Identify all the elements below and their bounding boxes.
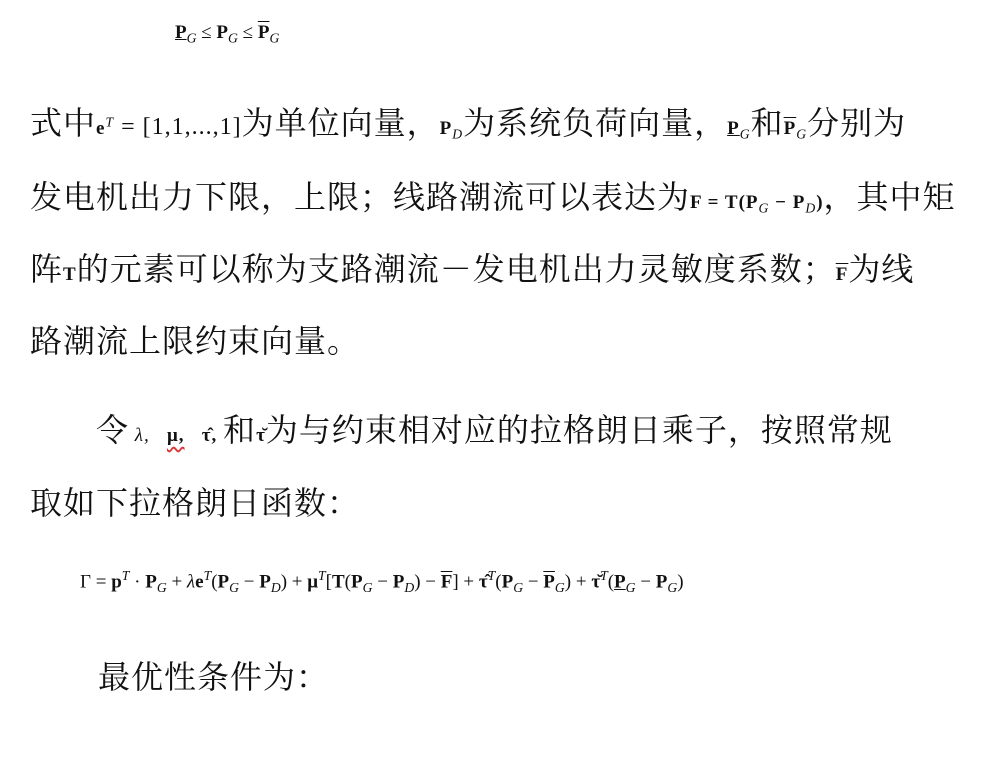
paragraph-1-line-1: 式中$e^T = [1,1,...,1]$为单位向量，$P_D$为系统负荷向量，$P_G$和$\overline{P}_G$分别为 — [30, 104, 907, 142]
paragraph-1-line-4: 路潮流上限约束向量。 — [30, 322, 361, 360]
optimality-heading: 最优性条件为： — [98, 658, 330, 696]
paragraph-2-line-2: 取如下拉格朗日函数： — [30, 484, 361, 522]
paragraph-1-line-3: 阵T的元素可以称为支路潮流－发电机出力灵敏度系数；$\overline{F}$为线 — [30, 250, 915, 288]
lagrangian-equation: $\Gamma = p^T \cdot P_G + \lambda e^T(P_G - P_D) + \mu^T[T(P_G - P_D) - \overline{F}]$ + $\taû^T(P_G - \overline{P}_G)$ + $\taŭ^T(P_G - P_G)$ — [80, 568, 684, 595]
generator-bounds-equation: $P_G \le P_G \le \overline{P}_G$ — [175, 22, 280, 46]
paragraph-2-line-1: 令 λ, μ, τ̂, 和τ̆为与约束相对应的拉格朗日乘子，按照常规 — [96, 411, 893, 449]
paragraph-1-line-2: 发电机出力下限，上限；线路潮流可以表达为$F = T(P_G - P_D)$，其中矩 — [30, 178, 956, 216]
